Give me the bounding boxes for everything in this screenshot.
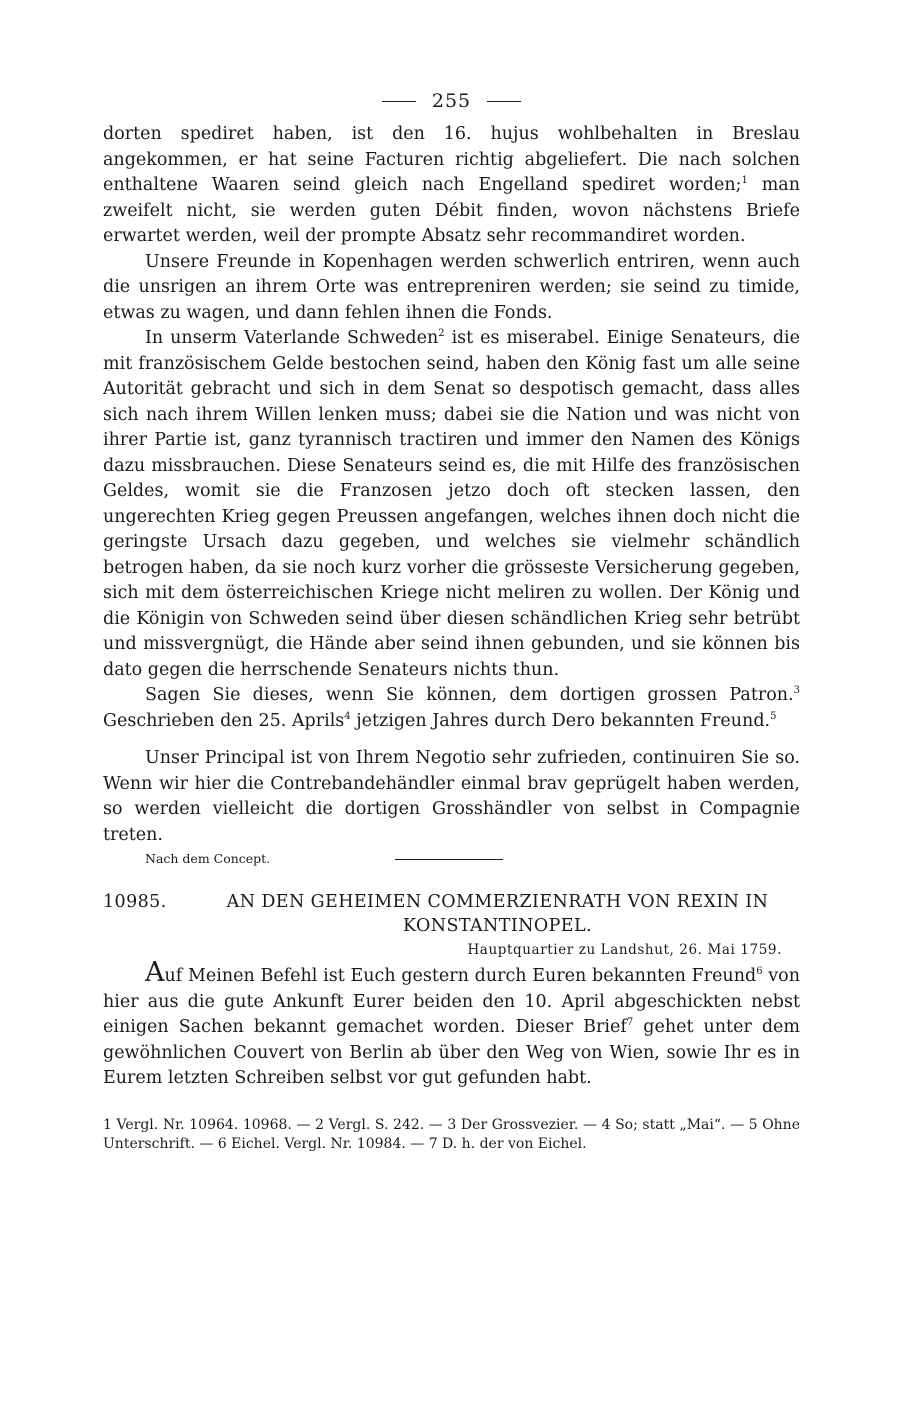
section-divider <box>395 859 503 860</box>
paragraph-4: Sagen Sie dieses, wenn Sie können, dem dortigen grossen Patron.$^3$ Geschrieben den 25. Aprils$^4$ jetzigen Jahres durch Dero bekannten Freund.$^5$ <box>103 685 800 731</box>
letter-heading <box>103 890 800 938</box>
footnote-ref-3: 3 <box>793 685 800 697</box>
page-header <box>103 86 800 116</box>
footnote-ref-7: 7 <box>626 1017 634 1029</box>
footnote-ref-1: 1 <box>741 175 748 187</box>
footnote-ref-5: 5 <box>770 710 777 722</box>
page-number: 255 <box>431 90 472 112</box>
drop-cap: A <box>145 957 165 988</box>
paragraph-3: In unserm Vaterlande Schweden$^2$ ist es miserabel. Einige Senateurs, die mit französischem Gelde bestochen seind, haben den König fast um alle seine Autorität gebracht und sich in dem Senat so despotisch gemacht, dass alles sich nach ihrem Willen lenken muss; dabei sie die Nation und was nicht von ihrer Partie ist, ganz tyrannisch tractiren und immer den Namen des Königs dazu missbrauchen. Diese Senateurs seind es, die mit Hilfe des französischen Geldes, womit sie die Franzosen jetzo doch oft stecken lassen, den ungerechten Krieg gegen Preussen angefangen, welches ihnen doch nicht die geringste Ursach dazu gegeben, und welches sie vielmehr schändlich betrogen haben, da sie noch kurz vorher die grösseste Versicherung gegeben, sich mit dem österreichischen Kriege nicht meliren zu wollen. Der König und die Königin von Schweden seind über diesen schändlichen Krieg sehr betrübt und missvergnügt, die Hände aber seind ihnen gebunden, und sie können bis dato gegen die herrschende Senateurs nichts thun. <box>103 328 800 680</box>
paragraph-5: Unser Principal ist von Ihrem Negotio sehr zufrieden, continuiren Sie so. Wenn wir hier die Contrebandehändler einmal brav geprügelt haben werden, so werden vielleicht die dortigen Grosshändler von selbst in Compagnie treten. <box>103 748 800 845</box>
footnote-block: 1 Vergl. Nr. 10964. 10968. — 2 Vergl. S. 242. — 3 Der Grossvezier. — 4 So; statt „Mai“. — 5 Ohne Unterschrift. — 6 Eichel. Vergl. Nr. 10984. — 7 D. h. der von Eichel. <box>103 1116 800 1152</box>
letter-body: Auf Meinen Befehl ist Euch gestern durch Euren bekannten Freund$^6$ von hier aus die gute Ankunft Eurer beiden den 10. April abgeschickten nebst einigen Sachen bekannt gemachet worden. Dieser Brief$^7$ gehet unter dem gewöhnlichen Couvert von Berlin ab über den Weg von Wien, sowie Ihr es in Eurem letzten Schreiben selbst vor gut gefunden habt. <box>103 957 801 1088</box>
document-page <box>103 86 800 1155</box>
letter-dateline: Hauptquartier zu Landshut, 26. Mai 1759. <box>467 942 782 958</box>
header-rule-right <box>487 101 521 102</box>
footnote-ref-4: 4 <box>344 710 351 722</box>
letter-title: AN DEN GEHEIMEN COMMERZIENRATH VON REXIN IN KONSTANTINOPEL. <box>226 892 769 936</box>
letter-number: 10985. <box>103 892 167 912</box>
paragraph-1: dorten spediret haben, ist den 16. hujus wohlbehalten in Breslau angekommen, er hat seine Facturen richtig abgeliefert. Die nach solchen enthaltene Waaren seind gleich nach Engelland spediret worden;$^1$ man zweifelt nicht, sie werden guten Débit finden, wovon nächstens Briefe erwartet werden, weil der prompte Absatz sehr recommandiret worden. <box>103 124 800 246</box>
footnotes <box>103 1116 800 1155</box>
paragraph-2: Unsere Freunde in Kopenhagen werden schwerlich entriren, wenn auch die unsrigen an ihrem Orte was entrepreniren werden; sie seind zu timide, etwas zu wagen, und dann fehlen ihnen die Fonds. <box>103 251 800 323</box>
footnote-ref-2: 2 <box>438 328 445 340</box>
source-note: Nach dem Concept. <box>145 851 271 866</box>
header-rule-left <box>382 101 416 102</box>
footnote-ref-6: 6 <box>756 966 763 978</box>
